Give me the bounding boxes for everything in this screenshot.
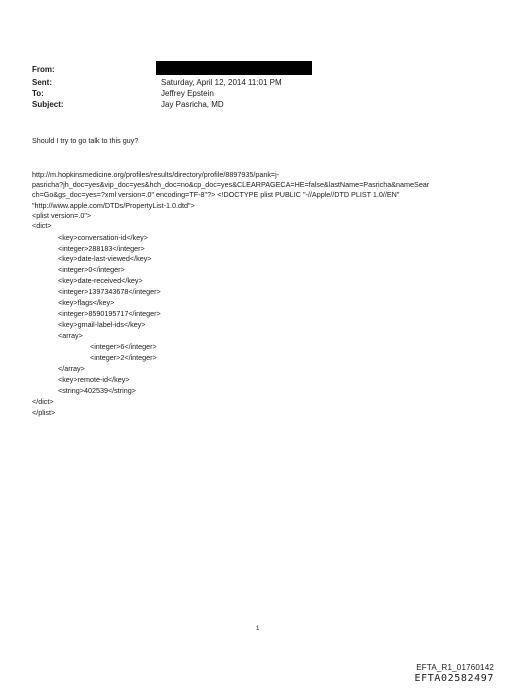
to-value: Jeffrey Epstein	[161, 89, 214, 98]
dict-item: <key>date-last-viewed</key>	[58, 254, 152, 263]
page-number: 1	[256, 626, 260, 632]
dict-item: <integer>1397343678</integer>	[58, 287, 161, 296]
dict-item: <string>402539</string>	[58, 386, 136, 395]
body-question: Should I try to go talk to this guy?	[32, 136, 139, 145]
redaction-box	[156, 61, 312, 75]
subject-value: Jay Pasricha, MD	[161, 100, 224, 109]
bates-number-2: EFTA02582497	[414, 673, 494, 684]
url-line-1: http://m.hopkinsmedicine.org/profiles/results/directory/profile/8897935/pank=j-	[32, 170, 280, 179]
dict-item: <array>	[58, 331, 83, 340]
to-label: To:	[32, 89, 44, 98]
sent-value: Saturday, April 12, 2014 11:01 PM	[161, 78, 282, 87]
dict-item: <key>date-received</key>	[58, 276, 143, 285]
dict-item: <key>gmail-label-ids</key>	[58, 320, 146, 329]
url-line-2: pasricha?jh_doc=yes&vip_doc=yes&hch_doc=no&cp_doc=yes&CLEARPAGECA=HE=false&lastName=Pasricha&nameSear	[32, 180, 430, 189]
from-label: From:	[32, 65, 55, 74]
dict-item: <integer>288183</integer>	[58, 244, 145, 253]
dict-item: <integer>0</integer>	[58, 265, 125, 274]
plist-open: <plist version=.0">	[32, 211, 92, 220]
dict-item: <integer>8590195717</integer>	[58, 309, 161, 318]
dict-close: </dict>	[32, 397, 54, 406]
bates-number-1: EFTA_R1_01760142	[416, 663, 494, 672]
dict-item: <key>remote-id</key>	[58, 375, 130, 384]
dict-item: <key>flags</key>	[58, 298, 115, 307]
sent-label: Sent:	[32, 78, 52, 87]
subject-label: Subject:	[32, 100, 64, 109]
plist-close: </plist>	[32, 408, 56, 417]
url-line-3: ch=Go&gs_doc=yes=?xml version=.0" encoding=TF-8"?> <!DOCTYPE plist PUBLIC "-//Apple//DTD PLIST 1.0//EN"	[32, 190, 400, 199]
dict-item: </array>	[58, 364, 85, 373]
array-item: <integer>2</integer>	[90, 353, 157, 362]
dict-open: <dict>	[32, 221, 52, 230]
dict-item: <key>conversation-id</key>	[58, 233, 148, 242]
url-line-4: "http://www.apple.com/DTDs/PropertyList-1.0.dtd">	[32, 201, 195, 210]
array-item: <integer>6</integer>	[90, 342, 157, 351]
